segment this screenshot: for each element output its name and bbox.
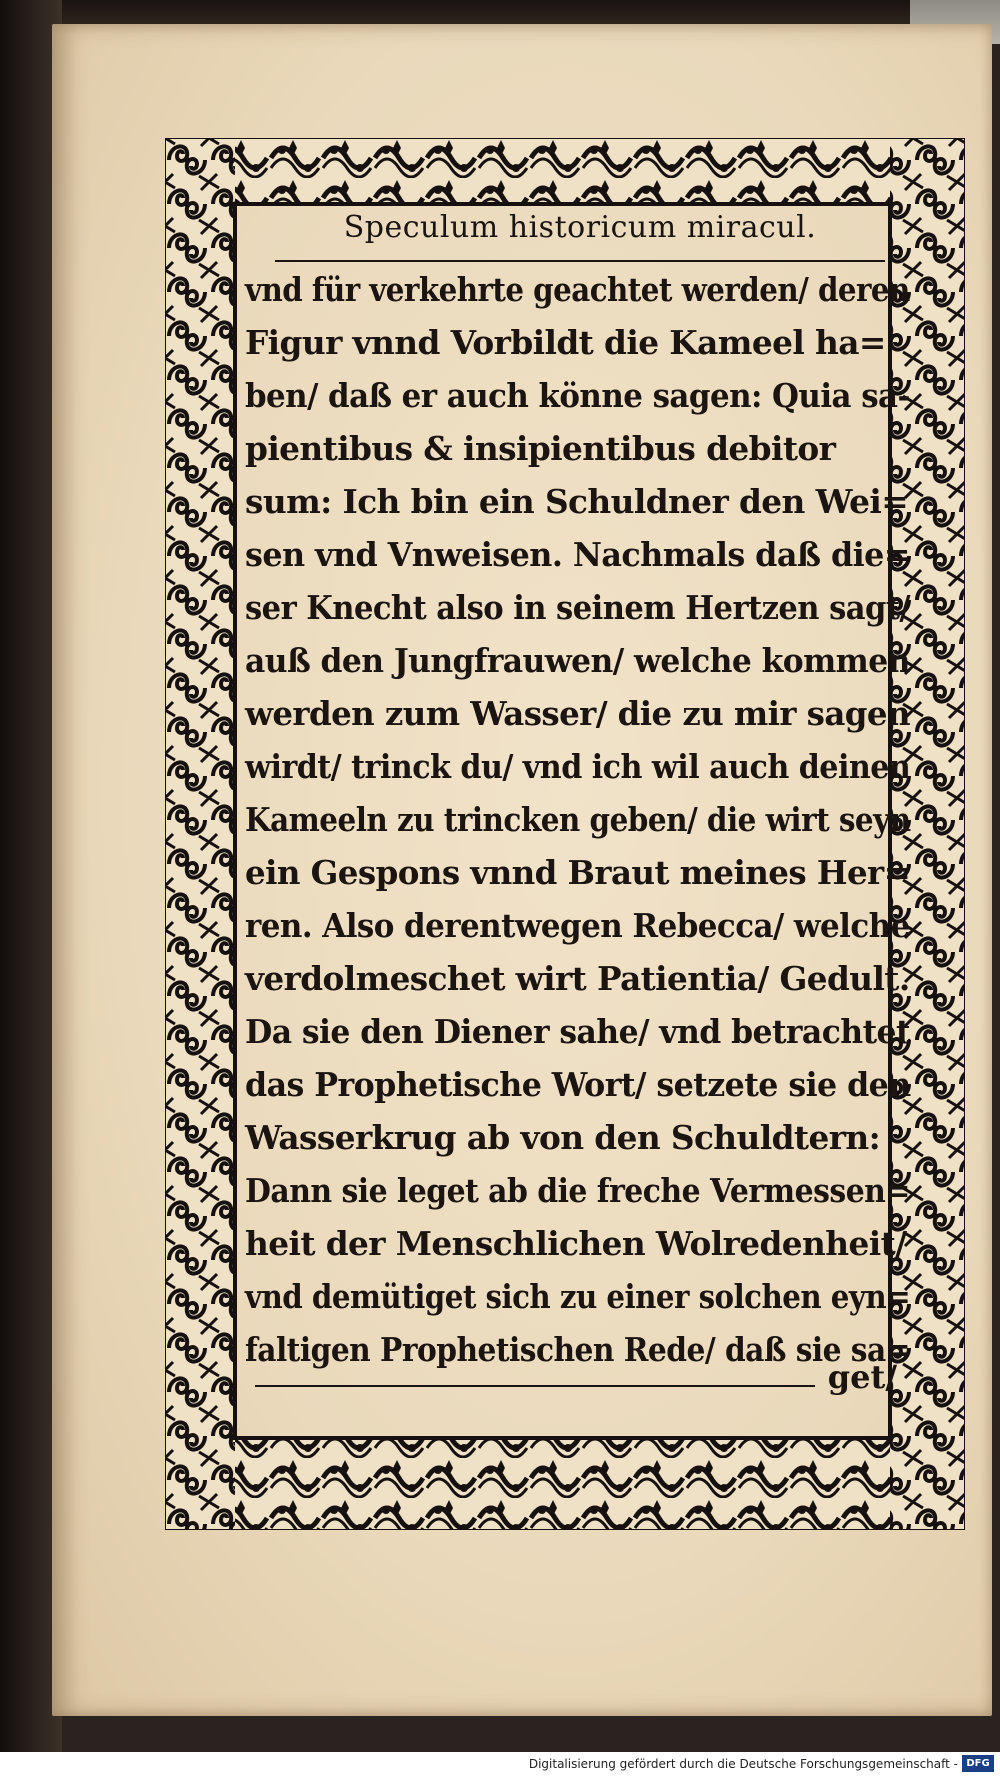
text-line: Dann sie leget ab die freche Vermessen= [245, 1171, 910, 1210]
text-line: wirdt/ trinck du/ vnd ich wil auch deinen [245, 747, 911, 786]
dfg-logo: DFG [962, 1755, 994, 1772]
text-line: sen vnd Vnweisen. Nachmals daß die= [245, 535, 910, 574]
running-head: Speculum historicum miracul. [343, 210, 817, 245]
footer-rule [255, 1385, 815, 1387]
catchword: get/ [827, 1358, 897, 1396]
text-line: ben/ daß er auch könne sagen: Quia sa- [245, 376, 910, 415]
text-panel [245, 210, 915, 1410]
text-line: ren. Also derentwegen Rebecca/ welche [245, 906, 910, 945]
text-line: vnd demütiget sich zu einer solchen eyn= [245, 1277, 911, 1316]
text-line: verdolmeschet wirt Patientia/ Gedult. [245, 959, 910, 998]
text-line: Da sie den Diener sahe/ vnd betrachtet [245, 1012, 910, 1051]
text-line: faltigen Prophetischen Rede/ daß sie sa= [245, 1330, 911, 1369]
header-rule [275, 260, 885, 262]
funding-credit: Digitalisierung gefördert durch die Deutsche Forschungsgemeinschaft - [528, 1757, 958, 1771]
text-line: Wasserkrug ab von den Schuldtern: [245, 1118, 881, 1157]
text-line: vnd für verkehrte geachtet werden/ deren [245, 270, 910, 309]
text-line: werden zum Wasser/ die zu mir sagen [245, 694, 910, 733]
text-line: Figur vnnd Vorbildt die Kameel ha= [245, 323, 886, 362]
text-line: das Prophetische Wort/ setzete sie den [245, 1065, 911, 1104]
text-line: auß den Jungfrauwen/ welche kommen [245, 641, 910, 680]
text-line: ein Gespons vnnd Braut meines Her= [245, 853, 911, 892]
text-line: heit der Menschlichen Wolredenheit/ [245, 1224, 907, 1263]
text-line: ser Knecht also in seinem Hertzen sagt/ [245, 588, 911, 627]
text-line: pientibus & insipientibus debitor [245, 429, 836, 468]
text-line: Kameeln zu trincken geben/ die wirt seyn [245, 800, 911, 839]
text-line: sum: Ich bin ein Schuldner den Wei= [245, 482, 909, 521]
